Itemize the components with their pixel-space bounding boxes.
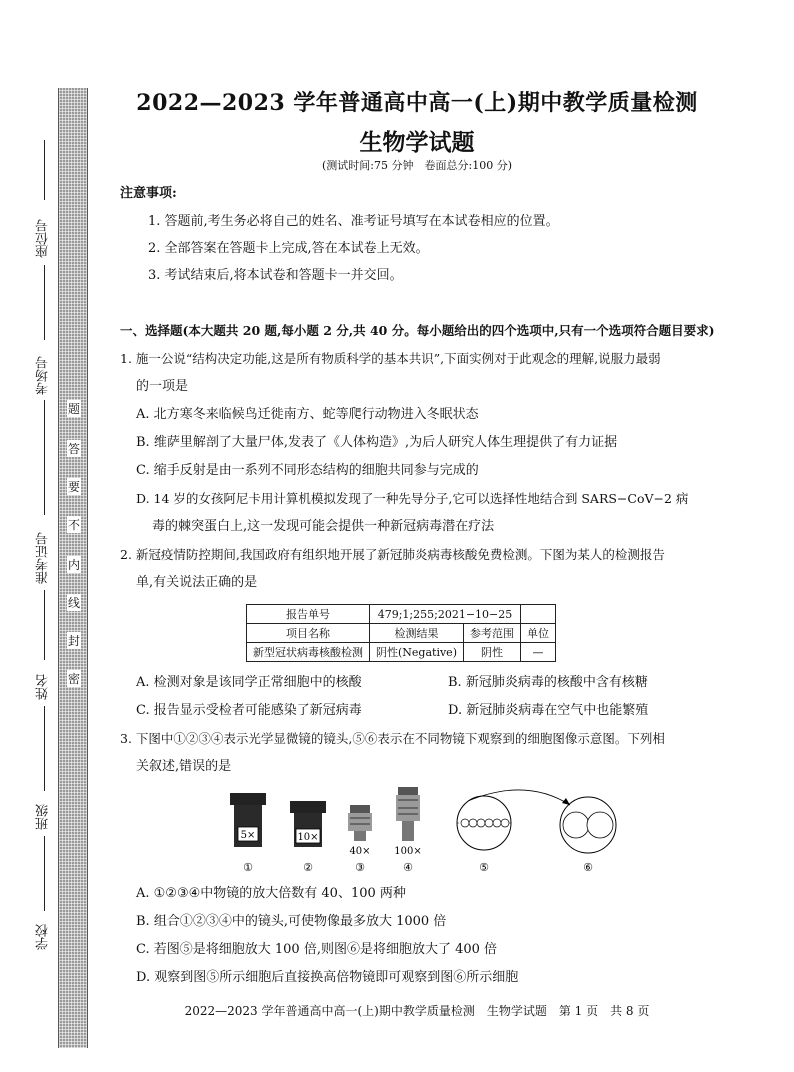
seal-char: 线 xyxy=(67,596,80,610)
subject-title: 生物学试题 xyxy=(359,129,475,156)
table-header: 项目名称 xyxy=(247,624,370,643)
q2-option-d: D. 新冠肺炎病毒在空气中也能繁殖 xyxy=(448,703,649,718)
table-cell: 阴性(Negative) xyxy=(370,643,464,662)
exam-timing: (测试时间:75 分钟 卷面总分:100 分) xyxy=(322,159,512,172)
school-label: 学校 xyxy=(36,924,51,950)
q3-option-c: C. 若图⑤是将细胞放大 100 倍,则图⑥是将细胞放大了 400 倍 xyxy=(136,942,498,957)
report-table xyxy=(246,604,556,662)
fill-line xyxy=(44,265,45,340)
table-row xyxy=(247,643,556,662)
table-cell: 报告单号 xyxy=(247,605,370,624)
eyepiece-1-mag: 5× xyxy=(240,830,256,841)
fill-line xyxy=(44,706,45,791)
page-footer: 2022—2023 学年普通高中高一(上)期中教学质量检测 生物学试题 第 1 页 共 8 页 xyxy=(184,1004,650,1018)
table-cell: 阴性 xyxy=(463,643,520,662)
table-header: 检测结果 xyxy=(370,624,464,643)
microscope-figure xyxy=(226,783,622,875)
figure-label: ⑤ xyxy=(479,861,489,874)
figure-label: ③ xyxy=(355,861,365,874)
figure-label: ④ xyxy=(403,861,413,874)
q1-option-c: C. 缩手反射是由一系列不同形态结构的细胞共同参与完成的 xyxy=(136,463,479,478)
notice-item: 1. 答题前,考生务必将自己的姓名、准考证号填写在本试卷相应的位置。 xyxy=(148,214,559,229)
q1-option-d-cont: 毒的棘突蛋白上,这一发现可能会提供一种新冠病毒潜在疗法 xyxy=(152,519,495,534)
table-row xyxy=(247,605,556,624)
q1-stem-cont: 的一项是 xyxy=(136,379,189,394)
seal-char: 题 xyxy=(67,402,80,416)
eyepiece-2-mag: 10× xyxy=(297,832,319,843)
field-of-view-5 xyxy=(457,790,570,850)
notice-item: 2. 全部答案在答题卡上完成,答在本试卷上无效。 xyxy=(148,241,429,256)
q1-option-a: A. 北方寒冬来临候鸟迁徙南方、蛇等爬行动物进入冬眠状态 xyxy=(136,407,479,422)
q2-stem: 2. 新冠疫情防控期间,我国政府有组织地开展了新冠肺炎病毒核酸免费检测。下图为某人的检测报告 xyxy=(120,547,665,562)
q3-option-d: D. 观察到图⑤所示细胞后直接换高倍物镜即可观察到图⑥所示细胞 xyxy=(136,970,519,985)
seal-char: 封 xyxy=(67,634,80,648)
exam-id-label: 准考证号 xyxy=(36,532,51,584)
q1-option-d: D. 14 岁的女孩阿尼卡用计算机模拟发现了一种先导分子,它可以选择性地结合到 SARS−CoV−2 病 xyxy=(136,491,689,506)
objective-40x xyxy=(348,805,372,857)
q3-option-b: B. 组合①②③④中的镜头,可使物像最多放大 1000 倍 xyxy=(136,914,447,929)
table-header: 单位 xyxy=(520,624,555,643)
q2-option-a: A. 检测对象是该同学正常细胞中的核酸 xyxy=(136,675,362,690)
q1-option-b: B. 维萨里解剖了大量尸体,发表了《人体构造》,为后人研究人体生理提供了有力证据 xyxy=(136,435,618,450)
figure-label: ② xyxy=(303,861,313,874)
q2-option-b: B. 新冠肺炎病毒的核酸中含有核糖 xyxy=(448,675,648,690)
table-cell: — xyxy=(520,643,555,662)
seal-char: 要 xyxy=(67,480,80,494)
fill-line xyxy=(44,590,45,660)
objective-2-mag: 100× xyxy=(394,846,422,857)
eyepiece-5x xyxy=(230,793,266,847)
seal-char: 不 xyxy=(67,518,80,532)
figure-label: ⑥ xyxy=(583,861,593,874)
fill-line xyxy=(44,400,45,515)
name-label: 姓名 xyxy=(36,674,51,700)
notice-heading: 注意事项: xyxy=(120,186,177,201)
q3-stem: 3. 下图中①②③④表示光学显微镜的镜头,⑤⑥表示在不同物镜下观察到的细胞图像示意图。下列相 xyxy=(120,731,665,746)
table-cell xyxy=(520,605,555,624)
table-header: 参考范围 xyxy=(463,624,520,643)
section-heading: 一、选择题(本大题共 20 题,每小题 2 分,共 40 分。每小题给出的四个选项中,只有一个选项符合题目要求) xyxy=(120,323,715,338)
q2-option-c: C. 报告显示受检者可能感染了新冠病毒 xyxy=(136,703,362,718)
seat-number-label: 座位号 xyxy=(36,219,51,258)
figure-label: ① xyxy=(243,861,253,874)
field-of-view-6 xyxy=(560,797,616,853)
microscope-figure-svg xyxy=(226,783,622,875)
page-title: 2022—2023 学年普通高中高一(上)期中教学质量检测 xyxy=(136,90,698,116)
fill-line xyxy=(44,836,45,911)
exam-room-label: 考场号 xyxy=(36,356,51,395)
objective-100x xyxy=(394,787,421,857)
table-cell: 新型冠状病毒核酸检测 xyxy=(247,643,370,662)
table-cell: 479;1;255;2021−10−25 xyxy=(370,605,521,624)
objective-1-mag: 40× xyxy=(349,846,371,857)
notice-item: 3. 考试结束后,将本试卷和答题卡一并交回。 xyxy=(148,268,403,283)
seal-char: 内 xyxy=(67,558,80,572)
seal-char: 答 xyxy=(67,442,80,456)
q1-stem: 1. 施一公说“结构决定功能,这是所有物质科学的基本共识”,下面实例对于此观念的理解,说服力最弱 xyxy=(120,351,661,366)
q3-option-a: A. ①②③④中物镜的放大倍数有 40、100 两种 xyxy=(136,886,406,901)
eyepiece-10x xyxy=(290,801,326,847)
q2-stem-cont: 单,有关说法正确的是 xyxy=(136,575,258,590)
table-row xyxy=(247,624,556,643)
seal-char: 密 xyxy=(67,672,80,686)
class-label: 班级 xyxy=(36,804,51,830)
q3-stem-cont: 关叙述,错误的是 xyxy=(136,759,232,774)
